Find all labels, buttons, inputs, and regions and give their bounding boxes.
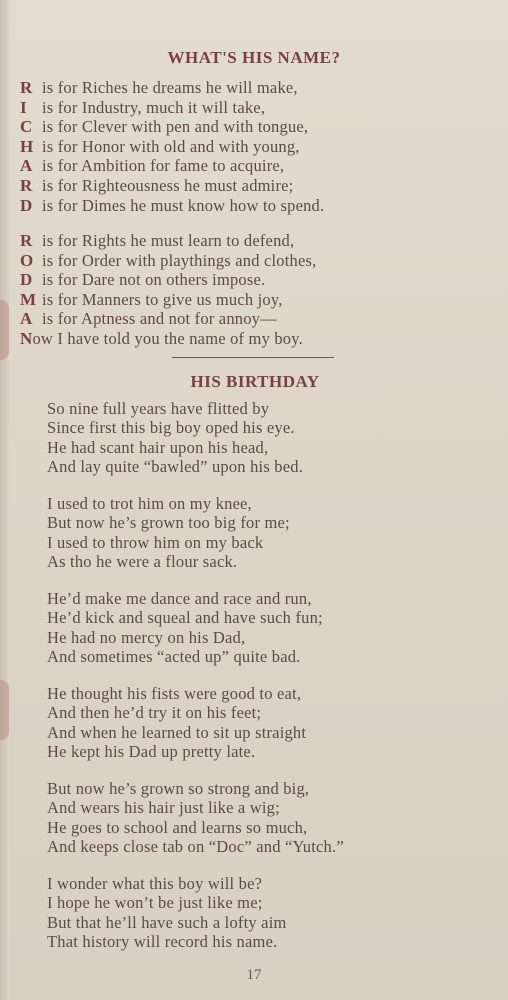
acrostic-letter: C: [20, 117, 33, 137]
page-binding-edge: [0, 0, 10, 1000]
acrostic-letter: O: [20, 250, 34, 270]
acrostic-text: is for Dare not on others impose.: [42, 270, 266, 290]
acrostic-letter: D: [20, 195, 33, 215]
acrostic-text: is for Riches he dreams he will make,: [42, 78, 298, 97]
acrostic-text: is for Clever with pen and with tongue,: [42, 117, 309, 137]
poem-line: He’d make me dance and race and run,: [47, 589, 312, 608]
acrostic-line: [20, 329, 316, 349]
poem-line: So nine full years have flitted by: [47, 399, 270, 418]
acrostic-letter: A: [20, 156, 33, 176]
poem-line: But now he’s grown too big for me;: [47, 513, 290, 533]
poem-line: As tho he were a flour sack.: [47, 551, 238, 571]
poem-line: I used to throw him on my back: [47, 532, 264, 552]
poem-title-his-birthday: HIS BIRTHDAY: [190, 372, 320, 391]
acrostic-line: [20, 98, 324, 118]
acrostic-line: [20, 196, 324, 216]
poem-line: And keeps close tab on “Doc” and “Yutch.”: [47, 836, 344, 856]
poem-line: And then he’d try it on his feet;: [47, 703, 262, 723]
poem-line: And when he learned to sit up straight: [47, 722, 307, 742]
acrostic-text: is for Ambition for fame to acquire,: [42, 156, 285, 176]
poem-line: I used to trot him on my knee,: [47, 494, 252, 513]
acrostic-letter: A: [20, 309, 33, 329]
acrostic-text: is for Industry, much it will take,: [42, 97, 266, 117]
poem-line: But now he’s grown so strong and big,: [47, 779, 310, 798]
acrostic-text: is for Order with playthings and clothes,: [42, 250, 317, 270]
binding-stain: [0, 300, 9, 360]
acrostic-text: is for Rights he must learn to defend,: [42, 231, 295, 250]
poem-stanza: [47, 399, 303, 476]
acrostic-letter: I: [20, 97, 27, 117]
poem-title-whats-his-name: WHAT'S HIS NAME?: [167, 48, 341, 67]
poem-stanza: [47, 874, 287, 951]
poem-line: He kept his Dad up pretty late.: [47, 741, 256, 761]
acrostic-text: is for Dimes he must know how to spend.: [42, 195, 325, 215]
acrostic-line: [20, 78, 324, 98]
acrostic-line: [20, 270, 316, 290]
acrostic-line: [20, 117, 324, 137]
poem-line: That history will record his name.: [47, 931, 278, 951]
poem-line: He had scant hair upon his head,: [47, 437, 269, 457]
poem-line: He thought his fists were good to eat,: [47, 684, 302, 703]
binding-stain: [0, 680, 9, 740]
acrostic-text: is for Righteousness he must admire;: [42, 175, 294, 195]
poem-stanza: [47, 494, 290, 571]
acrostic-letter: R: [20, 175, 33, 195]
poem-line: And sometimes “acted up” quite bad.: [47, 646, 301, 666]
page-number: 17: [246, 967, 262, 983]
acrostic-stanza-richard: [20, 78, 324, 215]
acrostic-text: is for Aptness and not for annoy—: [42, 309, 277, 329]
poem-stanza: [47, 684, 306, 761]
acrostic-letter: R: [20, 231, 33, 250]
acrostic-letter: M: [20, 289, 37, 309]
acrostic-line: [20, 137, 324, 157]
acrostic-text: is for Manners to give us much joy,: [42, 289, 283, 309]
poem-stanza: [47, 779, 344, 856]
acrostic-letter: H: [20, 136, 34, 156]
poem-line: I wonder what this boy will be?: [47, 874, 263, 893]
acrostic-line: [20, 176, 324, 196]
acrostic-line: [20, 309, 316, 329]
acrostic-letter: N: [20, 328, 33, 348]
poem-line: He had no mercy on his Dad,: [47, 627, 246, 647]
poem-line: But that he’ll have such a lofty aim: [47, 912, 287, 932]
acrostic-line: [20, 156, 324, 176]
poem-line: I hope he won’t be just like me;: [47, 893, 263, 913]
acrostic-stanza-rodman: [20, 231, 316, 349]
poem-stanza: [47, 589, 323, 666]
section-divider: [172, 357, 334, 358]
poem-line: And wears his hair just like a wig;: [47, 798, 280, 818]
acrostic-line: [20, 251, 316, 271]
poem-line: He’d kick and squeal and have such fun;: [47, 608, 323, 628]
acrostic-text: ow I have told you the name of my boy.: [32, 328, 303, 348]
poem-line: Since first this big boy oped his eye.: [47, 418, 295, 438]
poem-line: He goes to school and learns so much,: [47, 817, 308, 837]
poem-line: And lay quite “bawled” upon his bed.: [47, 456, 304, 476]
acrostic-line: [20, 290, 316, 310]
acrostic-letter: R: [20, 78, 33, 97]
acrostic-line: [20, 231, 316, 251]
acrostic-letter: D: [20, 270, 33, 290]
acrostic-text: is for Honor with old and with young,: [42, 136, 300, 156]
